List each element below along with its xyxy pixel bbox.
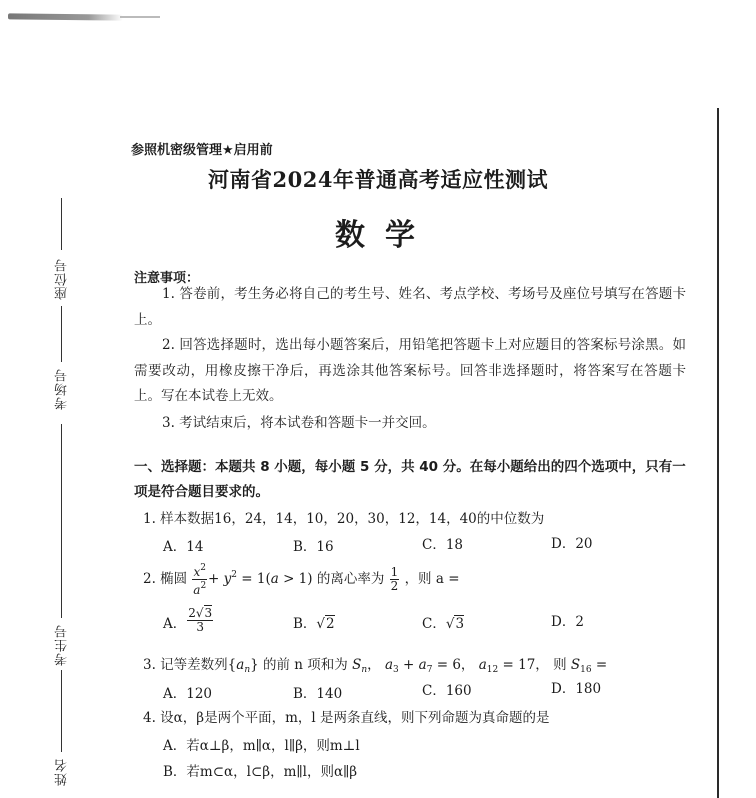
option-b-label: B． <box>293 616 317 632</box>
question-3-middle: 的前 n 项和为 <box>263 657 348 673</box>
option-d: D．2 <box>551 614 584 630</box>
fraction-one-half: $\frac{1}{2}$ <box>390 565 399 593</box>
binding-line <box>61 306 62 362</box>
option-c: C．18 <box>422 537 464 553</box>
binding-line <box>61 670 62 752</box>
option-a <box>163 606 214 634</box>
notice-item-1: 1. 答卷前，考生务必将自己的考生号、姓名、考点学校、考场号及座位号填写在答题卡上。 <box>134 286 686 328</box>
option-b: B．√2 <box>293 616 335 632</box>
classification-mark: 参照机密级管理★启用前 <box>131 143 273 158</box>
question-3-stem: 3. 记等差数列$\{a_n\}$ 的前 n 项和为 $S_n$， $a_3 + a_7 = 6$， $a_{12} = 17$， 则 $S_{16}$ = <box>143 657 608 675</box>
scan-artifact <box>120 16 160 18</box>
fraction-2root3-3: $\frac{2√3}{3}$ <box>188 606 213 634</box>
seat-number-label: 座位号 <box>55 258 70 300</box>
exam-title: 河南省2024年普通高考适应性测试 <box>208 167 548 192</box>
notice-heading: 注意事项： <box>134 271 200 286</box>
name-label: 姓名 <box>55 758 70 786</box>
question-4-option-b: B．若m⊂α，l⊂β，m∥l，则α∥β <box>163 764 358 780</box>
question-2-stem: 2. 椭圆 $\frac{x^2}{a^2}$ + $y^2 = 1(a > 1)$ 的离心率为 $\frac{1}{2}$ ，则 a = <box>143 563 460 597</box>
question-4-stem: 4. 设α，β是两个平面，m，l 是两条直线，则下列命题为真命题的是 <box>143 710 550 726</box>
question-2-prefix: 2. 椭圆 <box>143 571 188 587</box>
option-c: C．√3 <box>422 616 465 632</box>
option-b: B．140 <box>293 686 343 702</box>
question-3-prefix: 3. 记等差数列 <box>143 657 228 673</box>
option-a-label: A． <box>163 616 187 632</box>
subject-title: 数学 <box>335 218 435 253</box>
section-heading <box>134 455 686 505</box>
option-d: D．180 <box>551 681 602 697</box>
option-b: B．16 <box>293 539 334 555</box>
question-2-end: ，则 a = <box>404 571 460 587</box>
option-a: A．14 <box>163 539 204 555</box>
notice-item-2: 2. 回答选择题时，选出每小题答案后，用铅笔把答题卡上对应题目的答案标号涂黑。如需要改动，用橡皮擦干净后，再选涂其他答案标号。回答非选择题时，将答案写在答题卡上。写在本试卷上无效。 <box>134 337 686 404</box>
scan-artifact <box>8 13 123 20</box>
option-d: D．20 <box>551 536 593 552</box>
exam-number-label: 考生号 <box>55 624 70 666</box>
option-a: A．120 <box>163 686 213 702</box>
question-1-stem: 1. 样本数据16，24，14，10，20，30，12，14，40的中位数为 <box>143 511 545 527</box>
question-4-option-a: A．若α⊥β，m∥α，l∥β，则m⊥l <box>163 738 360 754</box>
notice-item-3: 3. 考试结束后，将本试卷和答题卡一并交回。 <box>162 415 436 431</box>
option-c: C．160 <box>422 683 472 699</box>
binding-line <box>61 424 62 618</box>
option-c-label: C． <box>422 616 446 632</box>
question-2-middle: 的离心率为 <box>316 571 385 587</box>
room-number-label: 考场号 <box>55 368 70 410</box>
section-heading-text: 一、选择题：本题共 8 小题，每小题 5 分，共 40 分。在每小题给出的四个选项中，只有一项是符合题目要求的。 <box>134 459 686 500</box>
fraction-x2-a2: $\frac{x^2}{a^2}$ <box>193 563 207 597</box>
